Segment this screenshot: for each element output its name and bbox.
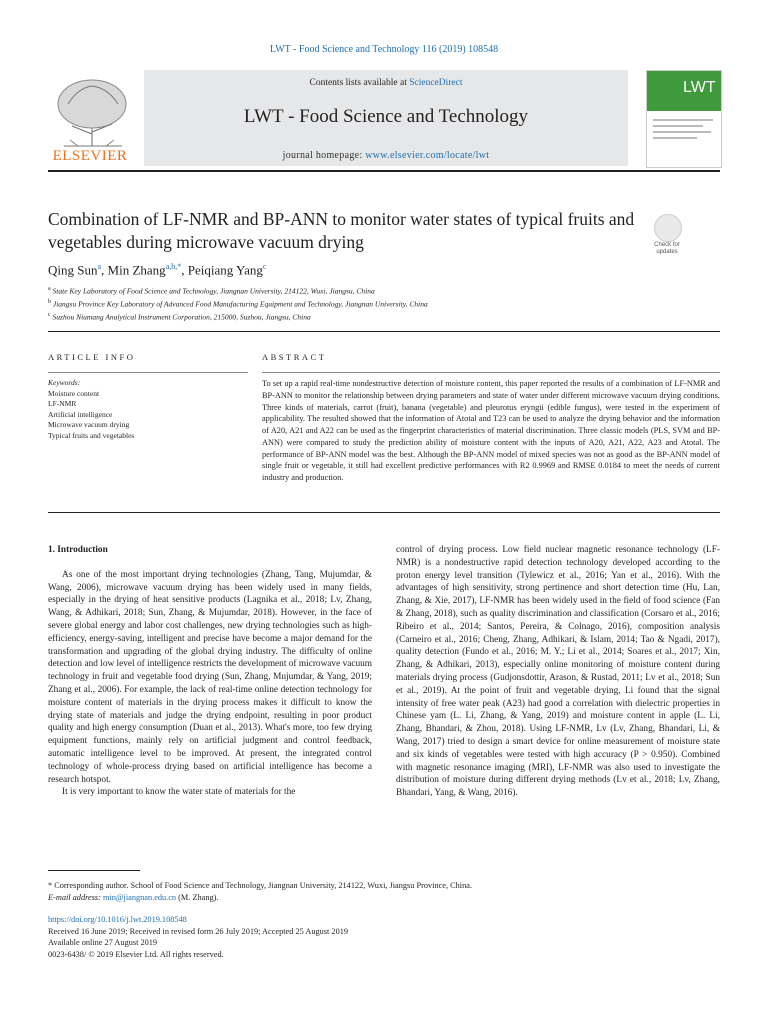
available-online-date: Available online 27 August 2019: [48, 938, 158, 947]
article-title: Combination of LF-NMR and BP-ANN to monitor water states of typical fruits and vegetables during microwave vacuum drying: [48, 209, 635, 252]
journal-homepage: [144, 150, 628, 161]
author-affil-mark[interactable]: c: [262, 262, 267, 271]
badge-label: Check for updates: [654, 242, 680, 255]
affiliation-item: $^c$ Suzhou Niumang Analytical Instrument Corporation, 215000, Suzhou, Jiangsu, China: [48, 312, 311, 322]
cover-line: [653, 119, 713, 121]
affiliation-item: $^b$ Jiangsu Province Key Laboratory of Advanced Food Manufacturing Equipment and Technology, Jiangnan University, China: [48, 299, 428, 309]
homepage-url-link[interactable]: www.elsevier.com/locate/lwt: [365, 150, 490, 161]
journal-masthead: [48, 70, 628, 166]
author-affil-mark[interactable]: a: [97, 262, 102, 271]
body-paragraph: control of drying process. Low field nuclear magnetic resonance technology (LF-NMR) is a nondestructive rapid detection technology developed according to the proton energy level transition (Tylewicz et al., 2016; Yan et al., 2016). With the advantages of high sensitivity, strong pertinence and short detection time (Hu, Lan, Zhang, & Xie, 2017), LF-NMR has been widely used in the field of food science (Fan & Zhang, 2018), such as quality discrimination and classification (Corsaro et al., 2016; Ribeiro et al., 2014; Santos, Pereira, & Colnago, 2016), composition analysis (Carneiro et al., 2016; Cheng, Zhang, Adhikari, & Islam, 2014; Tao & Ngadi, 2017), quality detection (Fundo et al., 2016; M. Y.; Li et al., 2014; Soares et al., 2017; Xin, Zhang, & Adhikari, 2013), especially online monitoring of moisture content during materials drying process (Gudjonsdottir, Arason, & Rustad, 2011; Lv et al., 2018; Sun et al., 2019). At the point of fruit and vegetable drying, Li found that the signal intensity of free water peak (A23) had good a correlation with dielectric properties in Chinese yam (L. Li, Zhang, & Yang, 2019) and moisture content in apple (L. Li, Zhang, Bhandari, & Zhou, 2018). Using LF-NMR, Lv (Lv, Zhang, Bhandari, Li, & Wang, 2017) tried to design a smart device for online measurement of moisture state and six kinds of vegetables were tested with high accuracy (P > 0.950). Combined with magnetic resonance imaging (MRI), LF-NMR was also used to investigate the distribution of moisture during different drying methods (Lv et al., 2018; Lv, Zhang, Bhandari, Yang, & Wang, 2016).: [396, 545, 720, 799]
check-updates-icon: [654, 214, 682, 242]
contents-available-line: [144, 78, 628, 88]
article-info-rule: [48, 372, 248, 373]
body-column-left: [48, 544, 372, 799]
keyword-item: Microwave vacuum drying: [48, 420, 130, 429]
author-list: Qing Sun$^a$, Min Zhang$^{a,b,*}$, Peiqiang Yang$^c$: [48, 262, 267, 278]
body-column-right: [396, 544, 720, 800]
affiliations: [48, 284, 428, 323]
body-paragraph: It is very important to know the water state of materials for the: [62, 787, 296, 798]
author-affil-mark[interactable]: a,b,*: [165, 262, 182, 271]
cover-line: [653, 137, 697, 139]
cover-banner: [647, 71, 721, 111]
keyword-item: Typical fruits and vegetables: [48, 430, 135, 440]
cover-brand: LWT: [683, 79, 716, 96]
cover-line: [653, 131, 711, 133]
author-name[interactable]: Min Zhang: [107, 262, 166, 278]
keywords-label: Keywords:: [48, 378, 81, 387]
sciencedirect-link[interactable]: ScienceDirect: [409, 78, 463, 88]
article-info-heading: ARTICLE INFO: [48, 352, 136, 362]
email-line: [48, 892, 472, 904]
keyword-item: Artificial intelligence: [48, 409, 113, 419]
received-dates: Received 16 June 2019; Received in revised form 26 July 2019; Accepted 25 August 2019: [48, 926, 349, 936]
email-label: E-mail address:: [48, 892, 103, 902]
section-rule: [48, 512, 720, 513]
journal-title: LWT - Food Science and Technology: [243, 106, 529, 127]
section-heading: 1. Introduction: [48, 545, 108, 555]
author-name[interactable]: Peiqiang Yang: [187, 262, 263, 278]
journal-citation[interactable]: LWT - Food Science and Technology 116 (2019) 108548: [269, 44, 499, 55]
keyword-item: LF-NMR: [48, 399, 77, 408]
body-paragraph: As one of the most important drying technologies (Zhang, Tang, Mujumdar, & Wang, 2006), microwave vacuum drying has been widely used in many fields, especially in the drying of heat sensitive products (Lagnika et al., 2018; Lv, Zhang, Wang, & Adhikari, 2018; Sun, Zhang, & Mujumdar, 2018). However, in the face of severe global energy and labor cost challenges, new drying technologies such as high-efficiency, energy-saving, intelligent and precise have become a major demand for the transformation and upgrading of the global drying industry. The difficulty of online detection and low level of intelligence restricts the development of microwave vacuum technology in fruit and vegetable food drying (Sun, Zhang, Mujumdar, & Yang, 2019; Zhang et al., 2006). For example, the lack of real-time online detection technology for moisture content of materials in the drying process makes it difficult to know the drying state of materials and judge the drying endpoint, resulting in poor product quality and high energy consumption (Duan et al., 2013). What's more, too few drying equipment functions, mainly rely on artificial judgment and control feedback, automatic intelligence level to be improved. At present, the integrated control technology of whole-process drying based on artificial intelligence has become a research hotspot.: [48, 569, 372, 785]
keywords-box: [48, 378, 248, 441]
affiliation-item: $^a$ State Key Laboratory of Food Science and Technology, Jiangnan University, 214122, Wuxi, Jiangsu, China: [48, 286, 375, 296]
copyright-line: 0023-6438/ © 2019 Elsevier Ltd. All rights reserved.: [48, 949, 224, 959]
contents-prefix: Contents lists available at: [309, 78, 410, 88]
cover-line: [653, 125, 703, 127]
elsevier-wordmark: ELSEVIER: [52, 148, 128, 164]
abstract-text: To set up a rapid real-time nondestructive detection of moisture content, this paper reported the results of a combination of LF-NMR and BP-ANN to monitor the relationship between drying parameters and state of water under different microwave vacuum drying conditions. Three kinds of materials, carrot (fruit), banana (vegetable) and pleurotus eryngii (edible fungus), were tested in the experiment of applicability. The resulted showed that the information of Atotal and T23 can be used to analyze the drying behavior and the information of A20, A21 and A22 can be used as the fingerprint characteristics of material discrimination. Three classic models (PLS, SVM and BP-ANN) were compared to study the prediction ability of moisture content with the inputs of A20, A21, A22, A23 and Atotal. The performance of BP-ANN model was the best. Although the BP-ANN model of mixed species was not as good as the BP-ANN model of single fruit or vegetable, it still had excellent predictive performances with R2 0.9969 and RMSE 0.0184 to meet the needs of current industry and production.: [262, 379, 720, 482]
corresponding-author-footnote: [48, 880, 472, 903]
publication-info: [48, 914, 348, 960]
abstract-heading: ABSTRACT: [262, 352, 327, 362]
email-suffix: (M. Zhang).: [176, 892, 219, 902]
masthead-rule: [48, 170, 720, 172]
corresponding-author-text: * Corresponding author. School of Food Science and Technology, Jiangnan University, 214122, Wuxi, Jiangsu Province, China.: [48, 881, 473, 890]
keyword-item: Moisture content: [48, 388, 100, 398]
masthead-box: [144, 70, 628, 166]
check-for-updates-badge[interactable]: [646, 214, 688, 264]
author-name[interactable]: Qing Sun: [48, 262, 98, 278]
section-rule: [48, 331, 720, 332]
journal-cover-thumbnail[interactable]: [646, 70, 722, 168]
homepage-label: journal homepage:: [282, 150, 366, 161]
doi-link[interactable]: https://doi.org/10.1016/j.lwt.2019.108548: [48, 915, 187, 924]
email-link[interactable]: min@jiangnan.edu.cn: [103, 892, 177, 902]
footnote-rule: [48, 870, 140, 871]
abstract-rule: [262, 372, 720, 373]
